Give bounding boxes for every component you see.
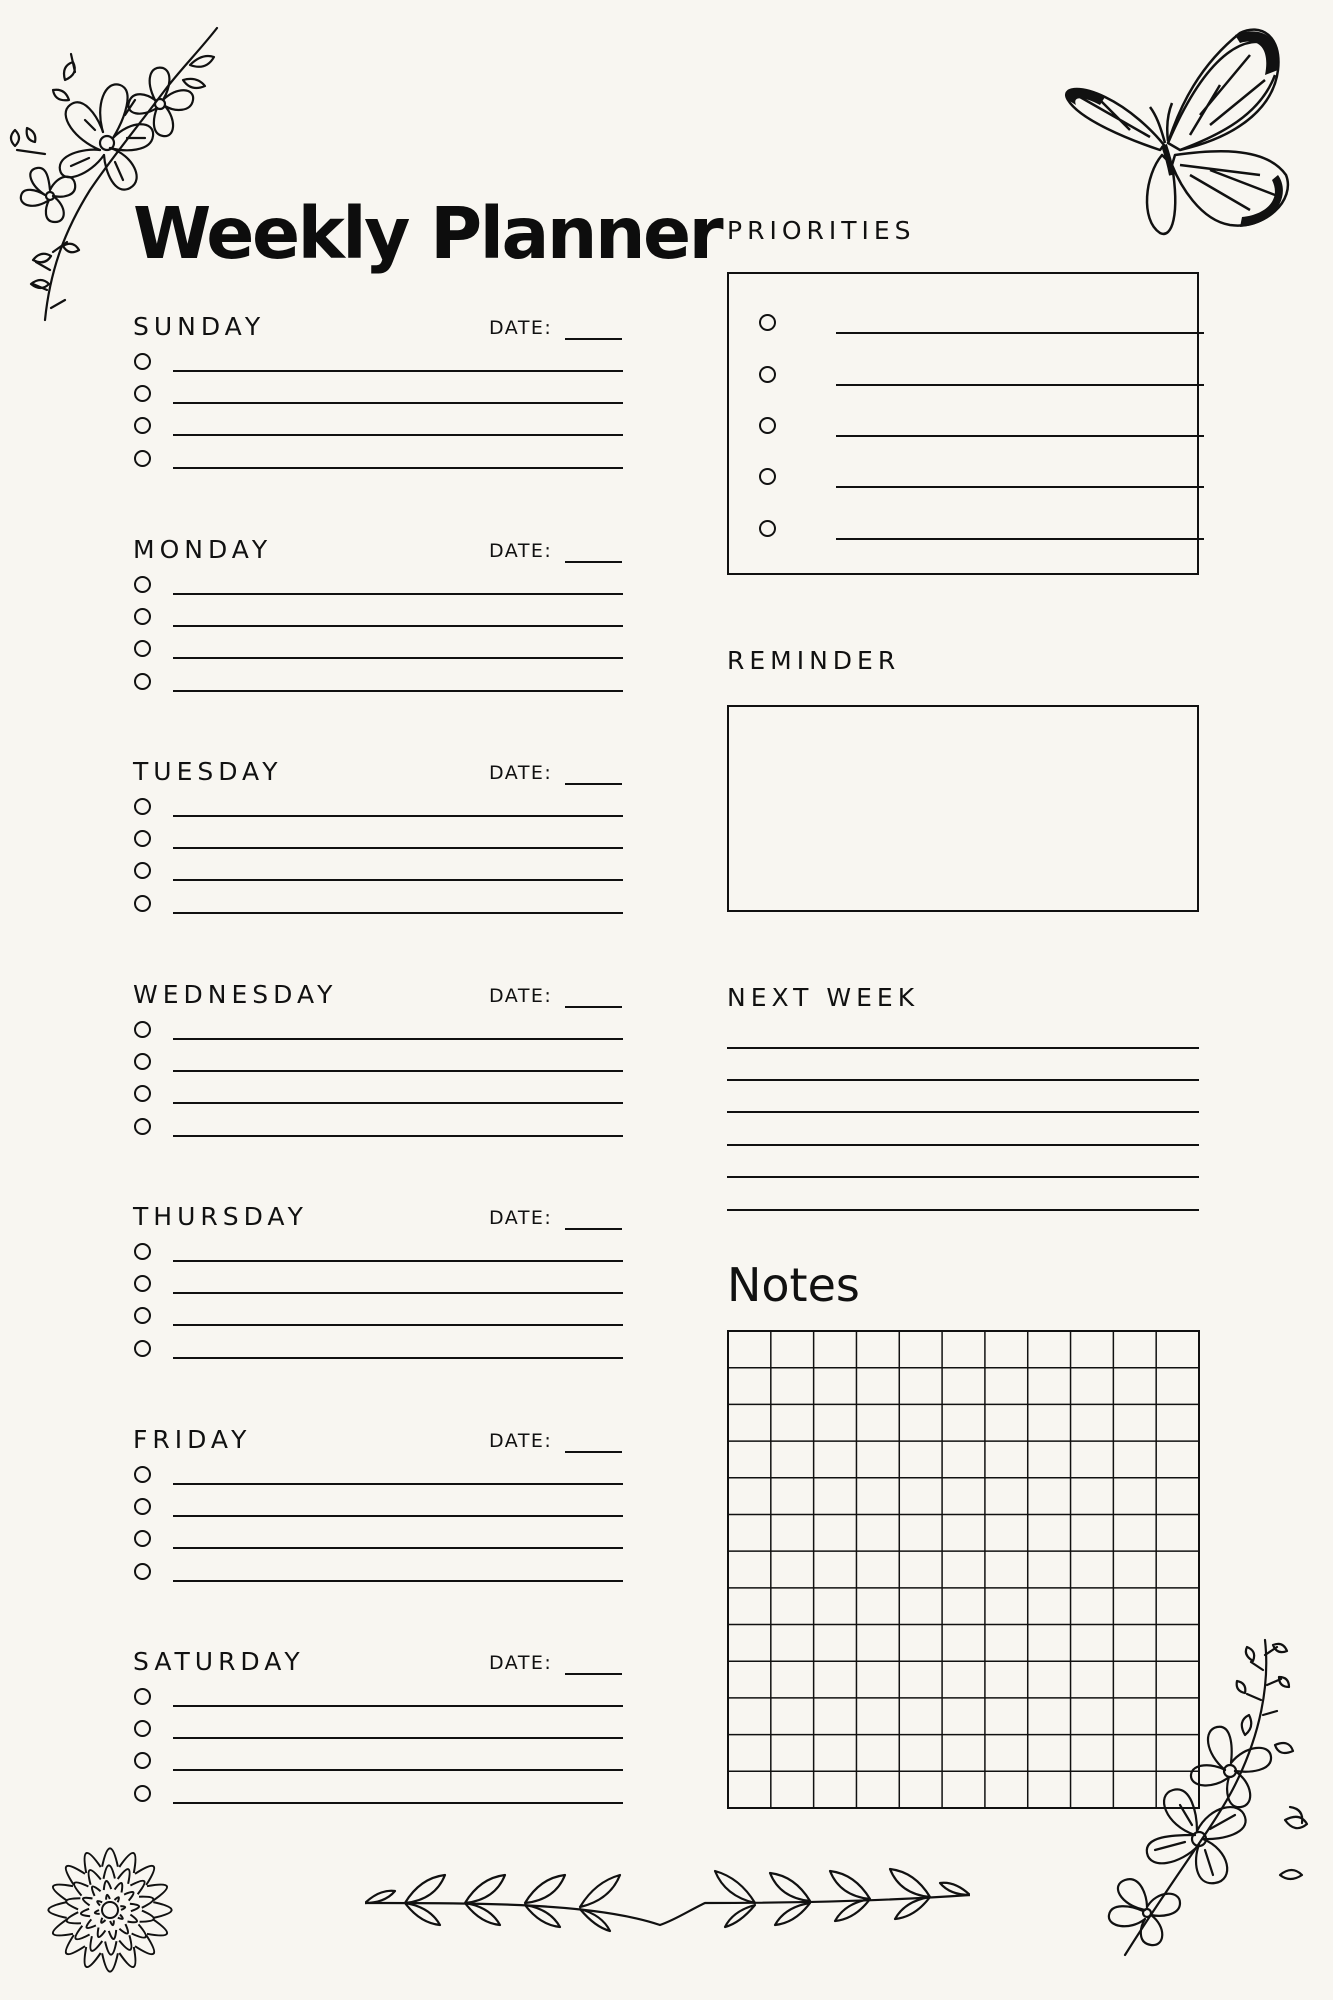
writing-line[interactable] (173, 1260, 623, 1262)
task-item[interactable] (133, 895, 623, 917)
task-item[interactable] (133, 1085, 623, 1107)
task-item[interactable] (133, 673, 623, 695)
next-week-line[interactable] (727, 1176, 1199, 1178)
writing-line[interactable] (173, 1483, 623, 1485)
task-item[interactable] (133, 1720, 623, 1742)
checkbox-circle-icon[interactable] (134, 1466, 151, 1483)
floral-branch-icon (1085, 1635, 1325, 1965)
day-name: THURSDAY (133, 1202, 308, 1231)
date-label: DATE: (489, 1207, 553, 1229)
task-item[interactable] (133, 608, 623, 630)
priority-item[interactable] (759, 468, 1179, 490)
checkbox-circle-icon[interactable] (759, 314, 776, 331)
checkbox-circle-icon[interactable] (134, 1530, 151, 1547)
date-field[interactable] (565, 1451, 622, 1453)
checkbox-circle-icon[interactable] (134, 673, 151, 690)
butterfly-icon (1060, 25, 1290, 245)
task-item[interactable] (133, 576, 623, 598)
checkbox-circle-icon[interactable] (134, 830, 151, 847)
task-item[interactable] (133, 353, 623, 375)
checkbox-circle-icon[interactable] (134, 1498, 151, 1515)
reminder-box[interactable] (727, 705, 1199, 912)
date-field[interactable] (565, 1228, 622, 1230)
task-item[interactable] (133, 798, 623, 820)
writing-line[interactable] (173, 815, 623, 817)
task-item[interactable] (133, 1563, 623, 1585)
writing-line[interactable] (173, 879, 623, 881)
day-section-monday (133, 534, 623, 737)
date-field[interactable] (565, 338, 622, 340)
reminder-title: REMINDER (727, 646, 901, 675)
writing-line[interactable] (173, 370, 623, 372)
checkbox-circle-icon[interactable] (134, 450, 151, 467)
writing-line[interactable] (173, 1292, 623, 1294)
checkbox-circle-icon[interactable] (134, 1785, 151, 1802)
day-section-tuesday (133, 759, 623, 959)
checkbox-circle-icon[interactable] (134, 1085, 151, 1102)
checkbox-circle-icon[interactable] (134, 798, 151, 815)
priorities-box (727, 272, 1199, 575)
checkbox-circle-icon[interactable] (134, 1688, 151, 1705)
writing-line[interactable] (173, 1357, 623, 1359)
checkbox-circle-icon[interactable] (759, 366, 776, 383)
task-item[interactable] (133, 417, 623, 439)
writing-line[interactable] (173, 912, 623, 914)
writing-line[interactable] (173, 402, 623, 404)
checkbox-circle-icon[interactable] (134, 1243, 151, 1260)
checkbox-circle-icon[interactable] (134, 1053, 151, 1070)
writing-line[interactable] (173, 1070, 623, 1072)
writing-line[interactable] (173, 1769, 623, 1771)
task-item[interactable] (133, 1498, 623, 1520)
task-item[interactable] (133, 640, 623, 662)
checkbox-circle-icon[interactable] (759, 520, 776, 537)
checkbox-circle-icon[interactable] (134, 1021, 151, 1038)
day-name: WEDNESDAY (133, 979, 338, 1009)
priority-item[interactable] (759, 314, 1179, 336)
writing-line[interactable] (173, 1135, 623, 1137)
priority-item[interactable] (759, 366, 1179, 388)
checkbox-circle-icon[interactable] (134, 640, 151, 657)
task-item[interactable] (133, 1752, 623, 1774)
day-name: SATURDAY (133, 1647, 305, 1676)
day-section-wednesday (133, 979, 623, 1182)
task-item[interactable] (133, 1053, 623, 1075)
task-item[interactable] (133, 862, 623, 884)
checkbox-circle-icon[interactable] (759, 468, 776, 485)
date-field[interactable] (565, 783, 622, 785)
writing-line[interactable] (173, 1580, 623, 1582)
next-week-title: NEXT WEEK (727, 983, 920, 1012)
writing-line[interactable] (173, 1324, 623, 1326)
writing-line[interactable] (836, 384, 1204, 386)
checkbox-circle-icon[interactable] (134, 353, 151, 370)
next-week-line[interactable] (727, 1209, 1199, 1211)
writing-line[interactable] (836, 538, 1204, 540)
checkbox-circle-icon[interactable] (134, 1275, 151, 1292)
date-label: DATE: (489, 1429, 553, 1452)
day-name: FRIDAY (133, 1424, 252, 1454)
next-week-line[interactable] (727, 1111, 1199, 1113)
task-item[interactable] (133, 1118, 623, 1140)
next-week-line[interactable] (727, 1079, 1199, 1081)
day-section-saturday (133, 1649, 623, 1849)
writing-line[interactable] (173, 847, 623, 849)
writing-line[interactable] (173, 625, 623, 627)
day-name: MONDAY (133, 534, 273, 564)
dahlia-flower-icon (15, 1815, 205, 2000)
checkbox-circle-icon[interactable] (134, 576, 151, 593)
task-item[interactable] (133, 1466, 623, 1488)
laurel-divider-icon (365, 1865, 970, 1935)
date-field[interactable] (565, 561, 622, 563)
checkbox-circle-icon[interactable] (134, 895, 151, 912)
writing-line[interactable] (173, 657, 623, 659)
floral-corner-icon (5, 20, 225, 330)
writing-line[interactable] (173, 1515, 623, 1517)
task-item[interactable] (133, 1021, 623, 1043)
writing-line[interactable] (173, 690, 623, 692)
writing-line[interactable] (173, 593, 623, 595)
checkbox-circle-icon[interactable] (134, 1752, 151, 1769)
writing-line[interactable] (173, 467, 623, 469)
task-item[interactable] (133, 450, 623, 472)
day-name: TUESDAY (133, 757, 283, 786)
checkbox-circle-icon[interactable] (759, 417, 776, 434)
writing-line[interactable] (836, 332, 1204, 334)
task-item[interactable] (133, 1785, 623, 1807)
day-section-friday (133, 1424, 623, 1627)
checkbox-circle-icon[interactable] (134, 1118, 151, 1135)
checkbox-circle-icon[interactable] (134, 608, 151, 625)
checkbox-circle-icon[interactable] (134, 1307, 151, 1324)
writing-line[interactable] (173, 1705, 623, 1707)
checkbox-circle-icon[interactable] (134, 862, 151, 879)
task-item[interactable] (133, 385, 623, 407)
date-label: DATE: (489, 539, 553, 562)
writing-line[interactable] (173, 1737, 623, 1739)
date-label: DATE: (489, 762, 553, 784)
writing-line[interactable] (173, 1802, 623, 1804)
checkbox-circle-icon[interactable] (134, 1720, 151, 1737)
checkbox-circle-icon[interactable] (134, 385, 151, 402)
checkbox-circle-icon[interactable] (134, 1340, 151, 1357)
notes-title: Notes (727, 1258, 860, 1312)
task-item[interactable] (133, 830, 623, 852)
writing-line[interactable] (173, 434, 623, 436)
writing-line[interactable] (836, 435, 1204, 437)
date-field[interactable] (565, 1006, 622, 1008)
writing-line[interactable] (173, 1102, 623, 1104)
task-item[interactable] (133, 1340, 623, 1362)
task-item[interactable] (133, 1530, 623, 1552)
task-item[interactable] (133, 1275, 623, 1297)
next-week-line[interactable] (727, 1144, 1199, 1146)
writing-line[interactable] (173, 1547, 623, 1549)
page-title: Weekly Planner (133, 192, 722, 275)
date-field[interactable] (565, 1673, 622, 1675)
date-label: DATE: (489, 1652, 553, 1674)
day-section-thursday (133, 1204, 623, 1404)
date-label: DATE: (489, 317, 553, 339)
day-name: SUNDAY (133, 312, 266, 341)
priorities-title: PRIORITIES (727, 216, 916, 245)
date-label: DATE: (489, 984, 553, 1007)
task-item[interactable] (133, 1307, 623, 1329)
task-item[interactable] (133, 1688, 623, 1710)
priority-item[interactable] (759, 520, 1179, 542)
task-item[interactable] (133, 1243, 623, 1265)
writing-line[interactable] (173, 1038, 623, 1040)
checkbox-circle-icon[interactable] (134, 1563, 151, 1580)
checkbox-circle-icon[interactable] (134, 417, 151, 434)
next-week-line[interactable] (727, 1047, 1199, 1049)
day-section-sunday (133, 314, 623, 514)
writing-line[interactable] (836, 486, 1204, 488)
priority-item[interactable] (759, 417, 1179, 439)
